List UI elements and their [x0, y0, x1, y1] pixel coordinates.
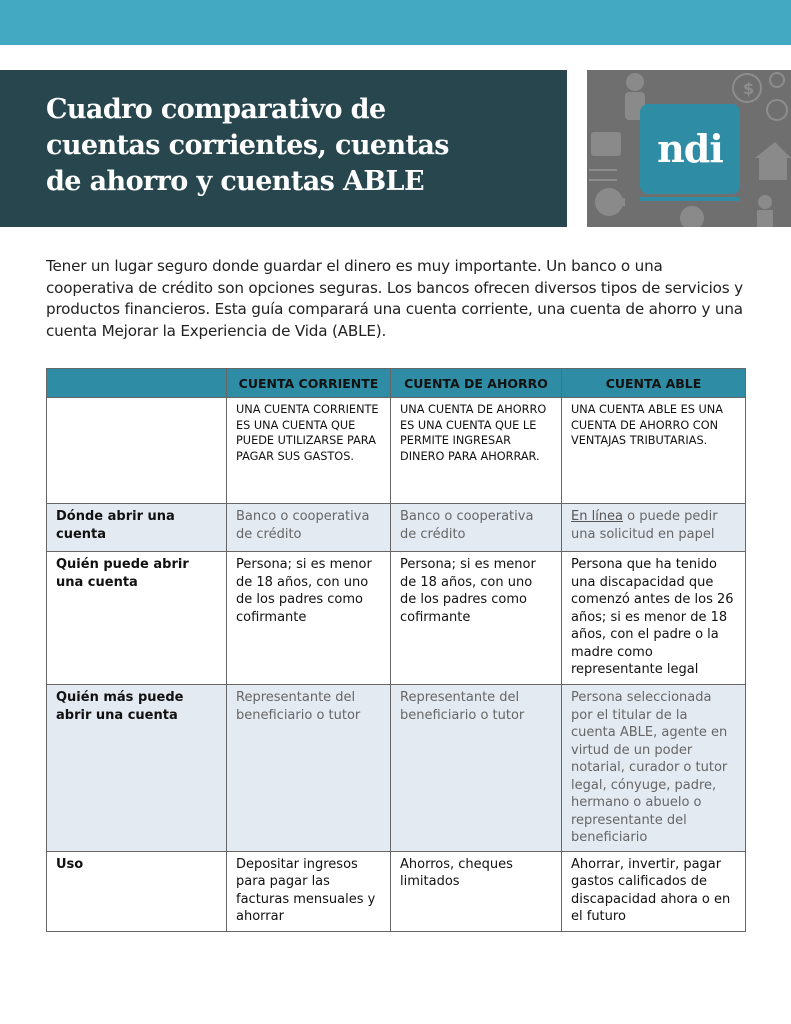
description-able: UNA CUENTA ABLE ES UNA CUENTA DE AHORRO CON VENTAJAS TRIBUTARIAS. [562, 398, 746, 504]
person-head-icon-2 [758, 195, 772, 209]
cell-able-rest: o puede pedir una solicitud en papel [571, 509, 718, 542]
description-corriente: UNA CUENTA CORRIENTE ES UNA CUENTA QUE PUEDE UTILIZARSE PARA PAGAR SUS GASTOS. [227, 398, 391, 504]
cell-ahorro: Banco o cooperativa de crédito [391, 504, 562, 552]
en-linea-link[interactable]: En línea [571, 509, 624, 524]
row-label: Quién más puede abrir una cuenta [47, 685, 227, 852]
cell-corriente: Depositar ingresos para pagar las facturas mensuales y ahorrar [227, 851, 391, 931]
cell-ahorro: Ahorros, cheques limitados [391, 851, 562, 931]
cell-corriente: Banco o cooperativa de crédito [227, 504, 391, 552]
table-row-uso [47, 851, 746, 931]
cell-corriente: Persona; si es menor de 18 años, con uno de los padres como cofirmante [227, 552, 391, 685]
comparison-table [46, 368, 746, 932]
header-cuenta-ahorro: CUENTA DE AHORRO [391, 369, 562, 398]
cell-ahorro: Persona; si es menor de 18 años, con uno de los padres como cofirmante [391, 552, 562, 685]
header-cuenta-able: CUENTA ABLE [562, 369, 746, 398]
row-label: Uso [47, 851, 227, 931]
intro-paragraph: Tener un lugar seguro donde guardar el dinero es muy importante. Un banco o una cooperativa de crédito son opciones seguras. Los bancos ofrecen diversos tipos de servicios y productos financieros. Esta guía comparará una cuenta corriente, una cuenta de ahorro y una cuenta Mejorar la Experiencia de Vida (ABLE). [46, 257, 743, 340]
title-line-2: cuentas corrientes, cuentas [46, 130, 449, 161]
coin-icon [680, 206, 704, 227]
title-line-3: de ahorro y cuentas ABLE [46, 166, 424, 197]
title-banner [0, 70, 567, 227]
table-row-quien-puede [47, 552, 746, 685]
briefcase-icon [591, 132, 621, 156]
cell-able: Persona que ha tenido una discapacidad que comenzó antes de los 26 años; si es menor de 18 años, con el padre o la madre como representante legal [562, 552, 746, 685]
row-label: Quién puede abrir una cuenta [47, 552, 227, 685]
ndi-logo: ndi [640, 104, 740, 194]
logo-panel [587, 70, 791, 227]
row-label: Dónde abrir una cuenta [47, 504, 227, 552]
cell-ahorro: Representante del beneficiario o tutor [391, 685, 562, 852]
header-cuenta-corriente: CUENTA CORRIENTE [227, 369, 391, 398]
house-icon [755, 142, 791, 158]
person-head-icon [626, 73, 644, 91]
title-line-1: Cuadro comparativo de [46, 94, 386, 125]
cell-able: Ahorrar, invertir, pagar gastos calificados de discapacidad ahora o en el futuro [562, 851, 746, 931]
page-title [46, 92, 547, 200]
description-ahorro: UNA CUENTA DE AHORRO ES UNA CUENTA QUE LE PERMITE INGRESAR DINERO PARA AHORRAR. [391, 398, 562, 504]
table-row-quien-mas [47, 685, 746, 852]
cell-able [562, 504, 746, 552]
svg-text:$: $ [743, 79, 755, 98]
logo-underline [640, 197, 740, 201]
table-row-descriptions [47, 398, 746, 504]
table-row-donde-abrir [47, 504, 746, 552]
cell-able: Persona seleccionada por el titular de la cuenta ABLE, agente en virtud de un poder notarial, curador o tutor legal, cónyuge, padre, hermano o abuelo o representante del beneficiario [562, 685, 746, 852]
table-header-row [47, 369, 746, 398]
cell-corriente: Representante del beneficiario o tutor [227, 685, 391, 852]
description-empty-cell [47, 398, 227, 504]
header-empty [47, 369, 227, 398]
top-color-band [0, 0, 791, 45]
